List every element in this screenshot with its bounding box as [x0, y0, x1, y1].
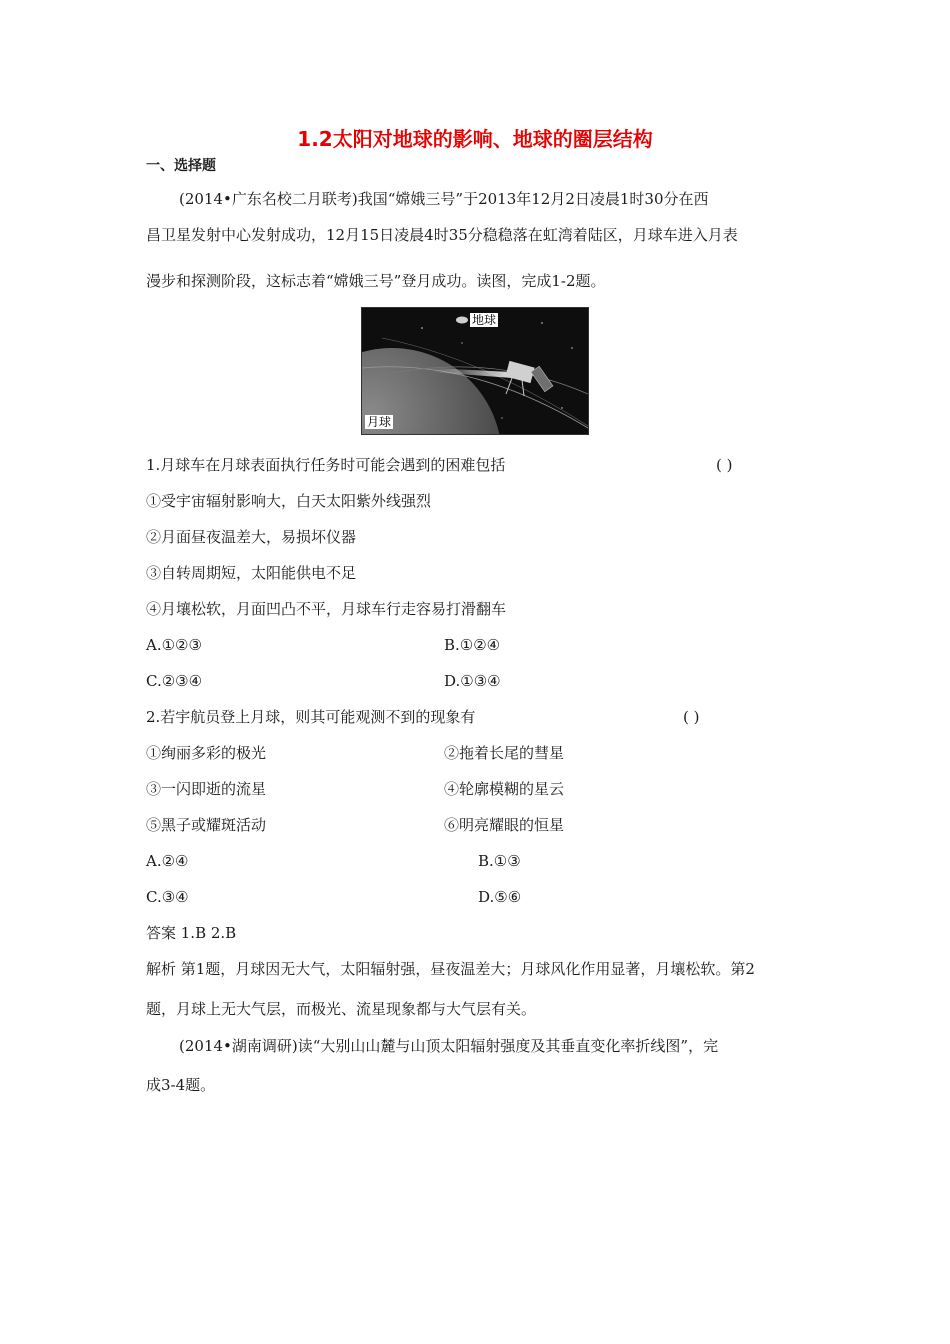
q2-item-3: ③一闪即逝的流星: [146, 780, 267, 798]
q1-option-d: D.①③④: [444, 672, 501, 690]
section-heading: 一、选择题: [146, 158, 216, 174]
moon-rover-figure: [361, 307, 589, 435]
q2-item-6: ⑥明亮耀眼的恒星: [444, 816, 565, 834]
q1-item-3: ③自转周期短，太阳能供电不足: [146, 564, 357, 582]
analysis-line2: 题，月球上无大气层，而极光、流星现象都与大气层有关。: [146, 1000, 537, 1018]
earth-icon: [456, 317, 468, 324]
q1-item-2: ②月面昼夜温差大，易损坏仪器: [146, 528, 357, 546]
q2-option-c: C.③④: [146, 888, 189, 906]
q1-item-1: ①受宇宙辐射影响大，白天太阳紫外线强烈: [146, 492, 432, 510]
earth-label: 地球: [472, 313, 497, 327]
q2-answer-bracket: ( ): [683, 708, 700, 726]
q1-option-b: B.①②④: [444, 636, 501, 654]
intro2-line1: (2014•湖南调研)读“大别山山麓与山顶太阳辐射强度及其垂直变化率折线图”，完: [179, 1037, 719, 1055]
intro1-line3: 漫步和探测阶段，这标志着“嫦娥三号”登月成功。读图，完成1-2题。: [146, 272, 606, 290]
answer-line: 答案 1.B 2.B: [146, 924, 237, 942]
intro2-line2: 成3-4题。: [146, 1076, 216, 1094]
q1-answer-bracket: ( ): [716, 456, 733, 474]
q2-option-b: B.①③: [478, 852, 521, 870]
q1-item-4: ④月壤松软，月面凹凸不平，月球车行走容易打滑翻车: [146, 600, 507, 618]
q2-item-4: ④轮廓模糊的星云: [444, 780, 565, 798]
intro1-line2: 昌卫星发射中心发射成功，12月15日凌晨4时35分稳稳落在虹湾着陆区，月球车进入月表: [146, 226, 738, 244]
q1-option-a: A.①②③: [146, 636, 202, 654]
intro1-line1: (2014•广东名校二月联考)我国“嫦娥三号”于2013年12月2日凌晨1时30分在西: [179, 190, 709, 208]
q2-item-5: ⑤黑子或耀斑活动: [146, 816, 267, 834]
q2-option-a: A.②④: [146, 852, 189, 870]
q1-stem: 1.月球车在月球表面执行任务时可能会遇到的困难包括: [146, 456, 506, 474]
q2-stem: 2.若宇航员登上月球，则其可能观测不到的现象有: [146, 708, 476, 726]
page-title: 1.2太阳对地球的影响、地球的圈层结构: [297, 127, 653, 151]
q1-option-c: C.②③④: [146, 672, 203, 690]
q2-option-d: D.⑤⑥: [478, 888, 522, 906]
q2-item-1: ①绚丽多彩的极光: [146, 744, 267, 762]
q2-item-2: ②拖着长尾的彗星: [444, 744, 565, 762]
analysis-line1: 解析 第1题，月球因无大气，太阳辐射强，昼夜温差大；月球风化作用显著，月壤松软。第2: [146, 960, 755, 978]
moon-label: 月球: [367, 415, 392, 429]
